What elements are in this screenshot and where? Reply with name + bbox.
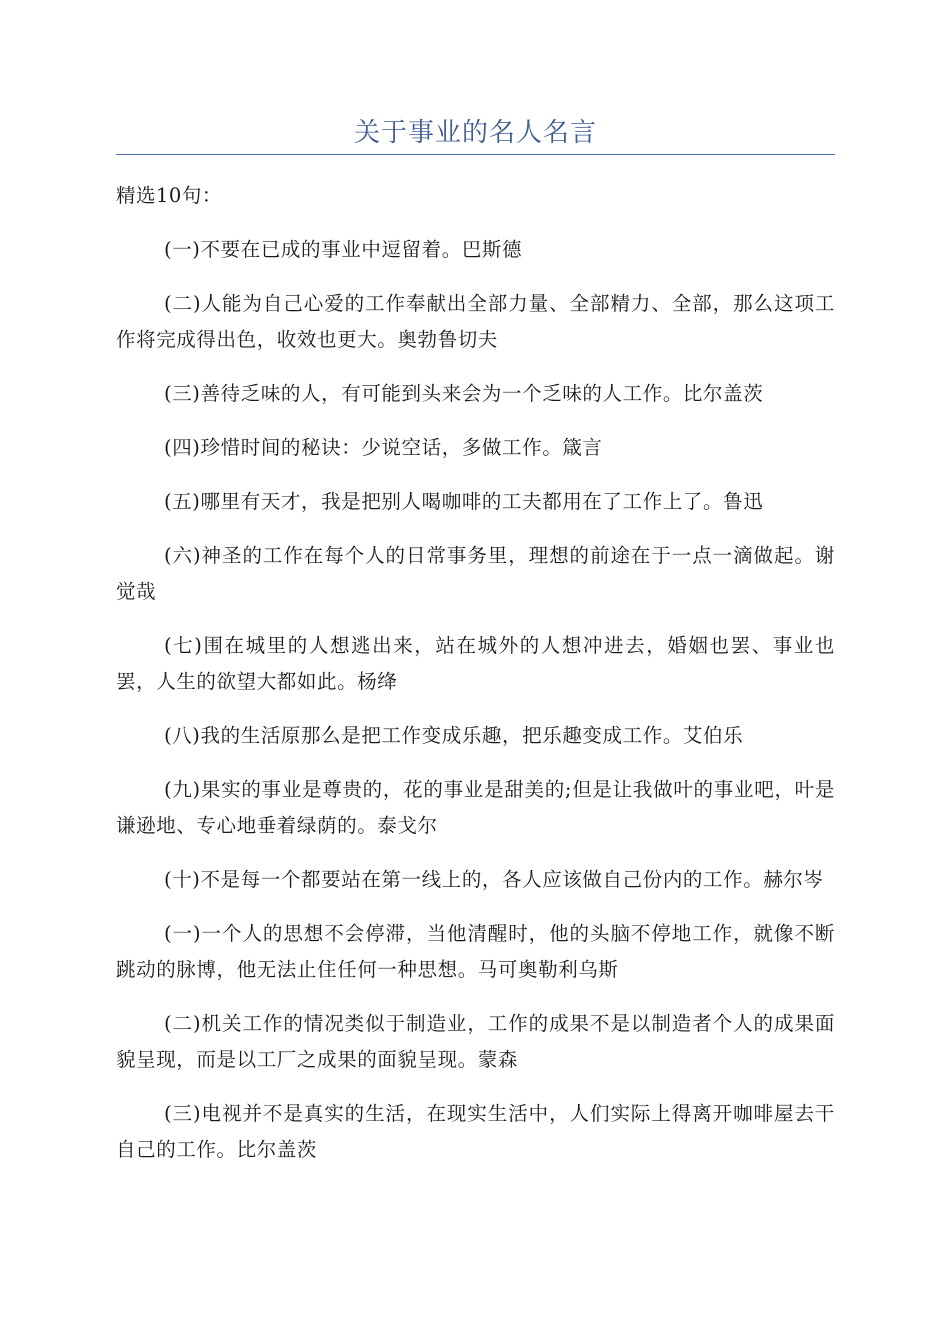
- document-title: 关于事业的名人名言: [353, 118, 597, 148]
- quote-paragraph: (四)珍惜时间的秘诀：少说空话，多做工作。箴言: [164, 436, 603, 459]
- title-underline: [116, 154, 835, 155]
- quote-paragraph: (十)不是每一个都要站在第一线上的，各人应该做自己份内的工作。赫尔岑: [164, 868, 824, 891]
- quote-paragraph: (二)人能为自己心爱的工作奉献出全部力量、全部精力、全部，那么这项工作将完成得出色，收效也更大。奥勃鲁切夫: [116, 292, 835, 351]
- quote-paragraph: (三)电视并不是真实的生活，在现实生活中，人们实际上得离开咖啡屋去干自己的工作。比尔盖茨: [116, 1102, 835, 1161]
- quote-paragraph: (九)果实的事业是尊贵的，花的事业是甜美的;但是让我做叶的事业吧，叶是谦逊地、专心地垂着绿荫的。泰戈尔: [116, 778, 835, 837]
- quote-paragraph: (一)不要在已成的事业中逗留着。巴斯德: [164, 238, 523, 261]
- quote-paragraph: (八)我的生活原那么是把工作变成乐趣，把乐趣变成工作。艾伯乐: [164, 724, 744, 747]
- quote-list: [116, 232, 835, 1186]
- quote-paragraph: (三)善待乏味的人，有可能到头来会为一个乏味的人工作。比尔盖茨: [164, 382, 764, 405]
- quote-paragraph: (五)哪里有天才，我是把别人喝咖啡的工夫都用在了工作上了。鲁迅: [164, 490, 764, 513]
- quote-paragraph: (二)机关工作的情况类似于制造业，工作的成果不是以制造者个人的成果面貌呈现，而是以工厂之成果的面貌呈现。蒙森: [116, 1012, 835, 1071]
- quote-paragraph: (六)神圣的工作在每个人的日常事务里，理想的前途在于一点一滴做起。谢觉哉: [116, 544, 835, 603]
- intro-text: 精选10句：: [116, 184, 222, 207]
- quote-paragraph: (一)一个人的思想不会停滞，当他清醒时，他的头脑不停地工作，就像不断跳动的脉博，他无法止住任何一种思想。马可奥勒利乌斯: [116, 922, 835, 981]
- quote-paragraph: (七)围在城里的人想逃出来，站在城外的人想冲进去，婚姻也罢、事业也罢，人生的欲望大都如此。杨绛: [116, 634, 835, 693]
